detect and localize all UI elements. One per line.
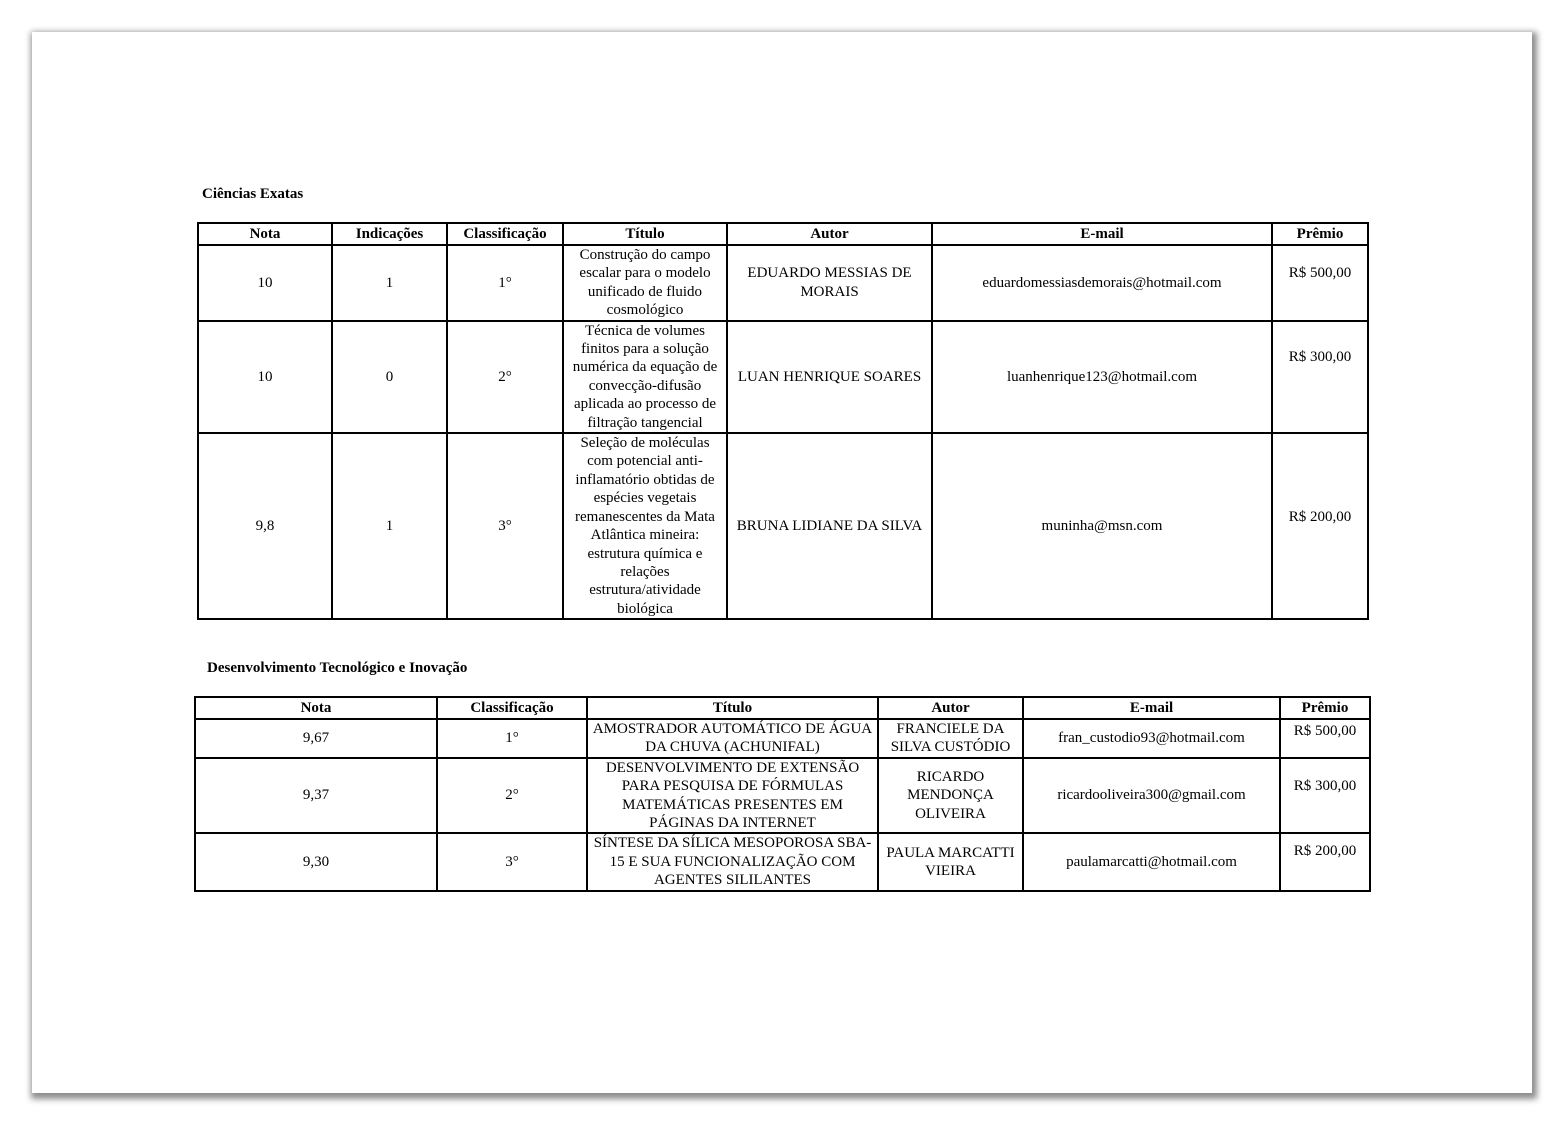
cell-email: eduardomessiasdemorais@hotmail.com (932, 245, 1272, 321)
cell-email: ricardooliveira300@gmail.com (1023, 758, 1280, 834)
cell-classificacao: 2° (437, 758, 587, 834)
cell-titulo: Seleção de moléculas com potencial anti-inflamatório obtidas de espécies vegetais remanescentes da Mata Atlântica mineira: estrutura química e relações estrutura/atividade biológica (563, 433, 727, 619)
table-row (195, 758, 1370, 834)
column-header-email: E-mail (1023, 697, 1280, 719)
cell-titulo: Construção do campo escalar para o modelo unificado de fluido cosmológico (563, 245, 727, 321)
cell-classificacao: 2° (447, 321, 563, 433)
cell-email: fran_custodio93@hotmail.com (1023, 719, 1280, 758)
cell-nota: 9,37 (195, 758, 437, 834)
table-header-row (198, 223, 1368, 245)
cell-premio: R$ 500,00 (1280, 719, 1370, 758)
column-header-titulo: Título (563, 223, 727, 245)
column-header-titulo: Título (587, 697, 878, 719)
table-header-row (195, 697, 1370, 719)
column-header-classificacao: Classificação (437, 697, 587, 719)
cell-nota: 9,30 (195, 833, 437, 890)
cell-autor: PAULA MARCATTI VIEIRA (878, 833, 1023, 890)
cell-classificacao: 3° (447, 433, 563, 619)
cell-autor: EDUARDO MESSIAS DE MORAIS (727, 245, 932, 321)
cell-premio: R$ 200,00 (1272, 433, 1368, 619)
column-header-nota: Nota (195, 697, 437, 719)
cell-classificacao: 3° (437, 833, 587, 890)
cell-nota: 10 (198, 245, 332, 321)
cell-premio: R$ 200,00 (1280, 833, 1370, 890)
cell-titulo: AMOSTRADOR AUTOMÁTICO DE ÁGUA DA CHUVA (ACHUNIFAL) (587, 719, 878, 758)
cell-premio: R$ 300,00 (1272, 321, 1368, 433)
cell-classificacao: 1° (447, 245, 563, 321)
column-header-email: E-mail (932, 223, 1272, 245)
cell-autor: FRANCIELE DA SILVA CUSTÓDIO (878, 719, 1023, 758)
results-table-ciencias-exatas (197, 222, 1369, 620)
table-row (198, 433, 1368, 619)
cell-titulo: Técnica de volumes finitos para a solução numérica da equação de convecção-difusão aplicada ao processo de filtração tangencial (563, 321, 727, 433)
section-heading-desenvolvimento-tecnologico: Desenvolvimento Tecnológico e Inovação (207, 660, 468, 676)
column-header-autor: Autor (878, 697, 1023, 719)
cell-premio: R$ 500,00 (1272, 245, 1368, 321)
results-table-desenvolvimento-tecnologico (194, 696, 1371, 892)
cell-titulo: SÍNTESE DA SÍLICA MESOPOROSA SBA-15 E SUA FUNCIONALIZAÇÃO COM AGENTES SILILANTES (587, 833, 878, 890)
cell-premio: R$ 300,00 (1280, 758, 1370, 834)
table-row (195, 833, 1370, 890)
cell-indicacoes: 1 (332, 433, 447, 619)
cell-autor: LUAN HENRIQUE SOARES (727, 321, 932, 433)
table-row (198, 245, 1368, 321)
table-row (195, 719, 1370, 758)
cell-nota: 10 (198, 321, 332, 433)
cell-indicacoes: 1 (332, 245, 447, 321)
cell-email: muninha@msn.com (932, 433, 1272, 619)
cell-indicacoes: 0 (332, 321, 447, 433)
column-header-premio: Prêmio (1272, 223, 1368, 245)
table-row (198, 321, 1368, 433)
cell-email: luanhenrique123@hotmail.com (932, 321, 1272, 433)
cell-email: paulamarcatti@hotmail.com (1023, 833, 1280, 890)
cell-nota: 9,67 (195, 719, 437, 758)
section-heading-ciencias-exatas: Ciências Exatas (202, 186, 304, 202)
cell-classificacao: 1° (437, 719, 587, 758)
column-header-classificacao: Classificação (447, 223, 563, 245)
cell-titulo: DESENVOLVIMENTO DE EXTENSÃO PARA PESQUISA DE FÓRMULAS MATEMÁTICAS PRESENTES EM PÁGINAS DA INTERNET (587, 758, 878, 834)
column-header-indicacoes: Indicações (332, 223, 447, 245)
column-header-premio: Prêmio (1280, 697, 1370, 719)
column-header-nota: Nota (198, 223, 332, 245)
cell-nota: 9,8 (198, 433, 332, 619)
cell-autor: BRUNA LIDIANE DA SILVA (727, 433, 932, 619)
column-header-autor: Autor (727, 223, 932, 245)
cell-autor: RICARDO MENDONÇA OLIVEIRA (878, 758, 1023, 834)
